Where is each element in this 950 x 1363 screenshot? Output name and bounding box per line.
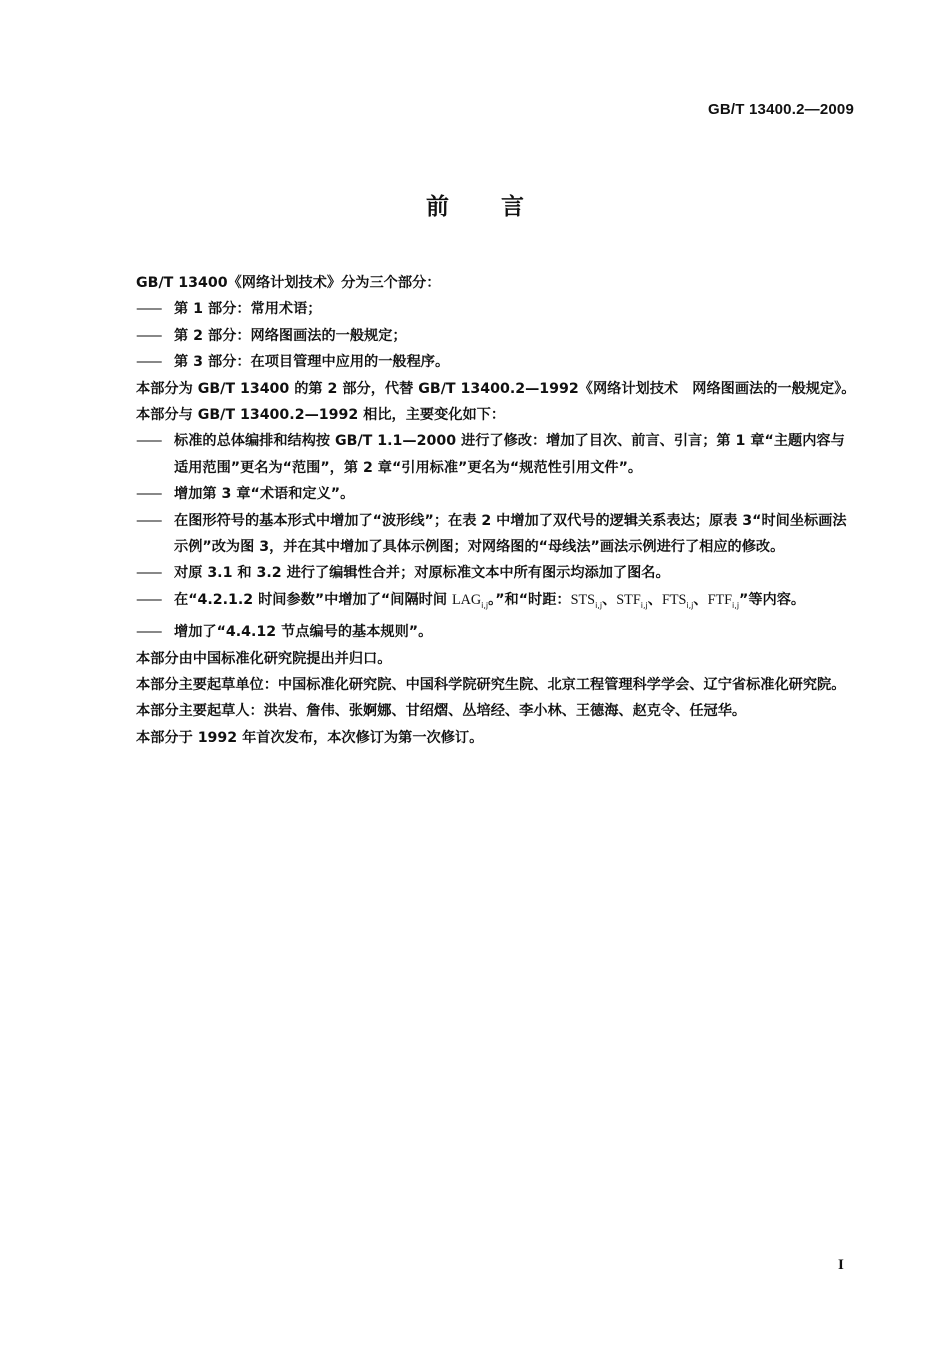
change-item-3 [136,508,856,561]
dash-marker: —— [136,565,161,582]
subscript: i,j [686,600,694,610]
ftf-symbol: FTF [707,591,733,608]
change-text-3: 在图形符号的基本形式中增加了“波形线”；在表 2 中增加了双代号的逻辑关系表达；原表 3“时间坐标画法示例”改为图 3，并在其中增加了具体示例图；对网络图的“母线法”画法示例进行了相应的修改。 [174,512,847,556]
part-item-3 [136,349,856,375]
subscript: i,j [481,600,489,610]
fts-symbol: FTS [661,591,687,608]
separator: 、 [647,591,662,608]
history-paragraph: 本部分于 1992 年首次发布，本次修订为第一次修订。 [136,729,484,746]
proposer-paragraph: 本部分由中国标准化研究院提出并归口。 [136,650,392,667]
foreword-body [136,270,856,751]
dash-marker: —— [136,327,161,344]
change-text-4: 对原 3.1 和 3.2 进行了编辑性合并；对原标准文本中所有图示均添加了图名。 [174,565,670,582]
part-text-3: 第 3 部分：在项目管理中应用的一般程序。 [174,354,450,371]
change-text-6: 增加了“4.4.12 节点编号的基本规则”。 [174,624,433,641]
subscript: i,j [640,600,648,610]
stf-symbol: STF [616,591,641,608]
standard-number: GB/T 13400.2—2009 [708,101,854,118]
dash-marker: —— [136,301,161,318]
intro-paragraph: GB/T 13400《网络计划技术》分为三个部分： [136,275,441,291]
change-text-1: 标准的总体编排和结构按 GB/T 1.1—2000 进行了修改：增加了目次、前言、引言；第 1 章“主题内容与适用范围”更名为“范围”，第 2 章“引用标准”更名为“规范性引用文件”。 [174,433,845,476]
dash-marker: —— [136,354,161,371]
change-text-2: 增加第 3 章“术语和定义”。 [174,486,355,503]
part-item-2 [136,323,856,349]
change-5-sep: 。”和“时距： [488,591,571,608]
change-5-before: 在“4.2.1.2 时间参数”中增加了“间隔时间 [174,591,452,608]
replace-paragraph: 本部分为 GB/T 13400 的第 2 部分，代替 GB/T 13400.2—1992《网络计划技术 网络图画法的一般规定》。 [136,380,856,397]
drafters-paragraph: 本部分主要起草人：洪岩、詹伟、张婀娜、甘绍熠、丛培经、李小林、王德海、赵克令、任冠华。 [136,703,747,720]
dash-marker: —— [136,624,161,641]
subscript: i,j [732,600,740,610]
part-item-1 [136,296,856,322]
lag-symbol: LAG [451,591,482,608]
sts-symbol: STS [570,591,596,608]
drafting-units-paragraph: 本部分主要起草单位：中国标准化研究院、中国科学院研究生院、北京工程管理科学学会、辽宁省标准化研究院。 [136,676,846,693]
subscript: i,j [595,600,603,610]
separator: 、 [693,591,708,608]
dash-marker: —— [136,486,161,503]
separator: 、 [602,591,617,608]
dash-marker: —— [136,591,161,608]
page-title: 前言 [426,193,576,220]
change-item-4 [136,560,856,586]
part-text-2: 第 2 部分：网络图画法的一般规定； [174,327,407,344]
part-text-1: 第 1 部分：常用术语； [174,301,322,318]
change-item-2 [136,481,856,507]
change-item-6 [136,619,856,645]
change-5-after: ”等内容。 [739,591,806,608]
dash-marker: —— [136,512,161,529]
change-item-5 [136,587,856,619]
page-number: I [838,1257,844,1273]
change-item-1 [136,428,856,481]
dash-marker: —— [136,433,161,450]
change-text-5 [174,587,856,619]
changes-intro: 本部分与 GB/T 13400.2—1992 相比，主要变化如下： [136,407,506,424]
